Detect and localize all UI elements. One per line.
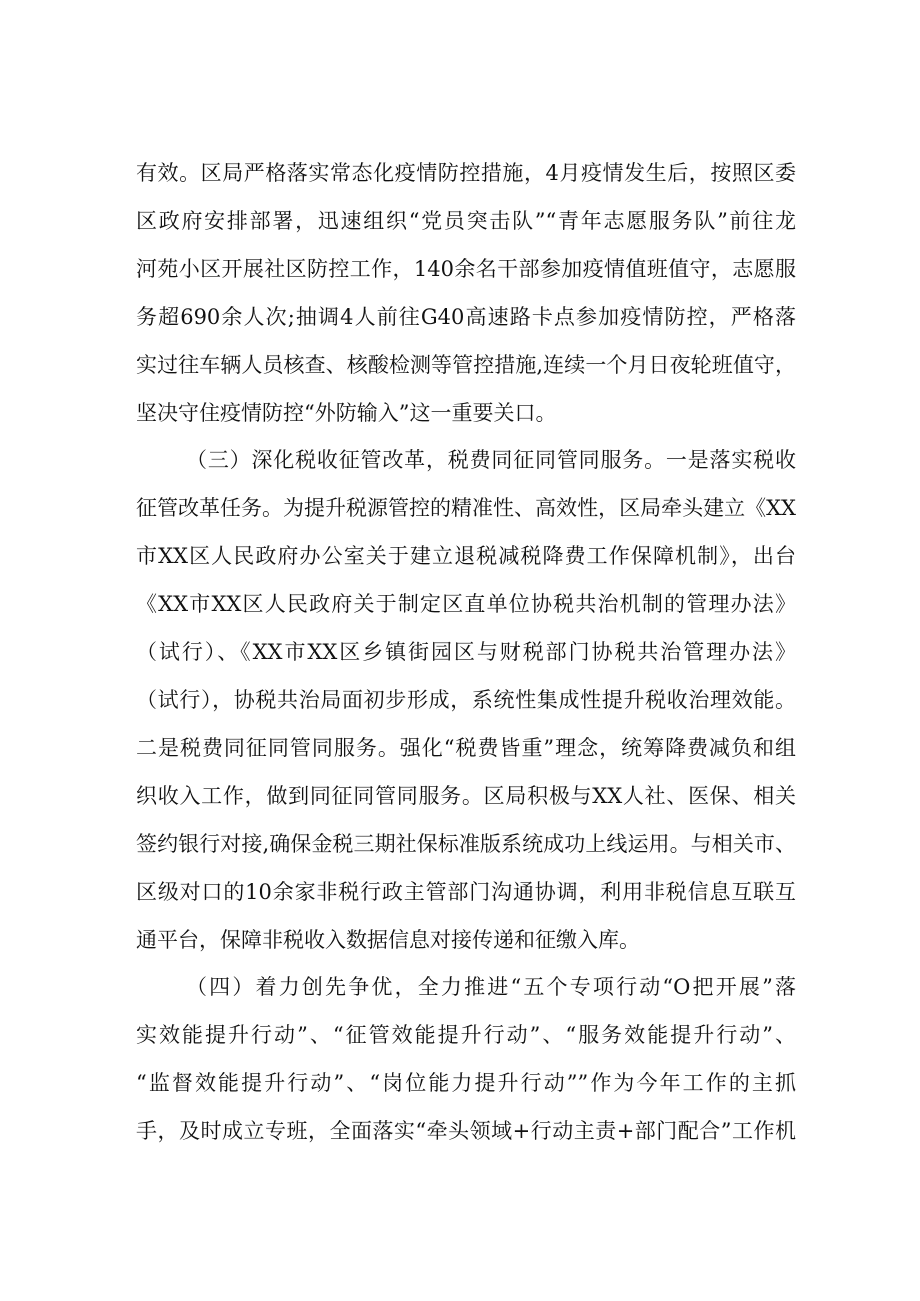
- paragraph-line: 《XX市XX区人民政府关于制定区直单位协税共治机制的管理办法》: [136, 592, 796, 616]
- paragraph-line: 通平台，保障非税收入数据信息对接传递和征缴入库。: [136, 928, 640, 952]
- paragraph-line: 实过往车辆人员核查、核酸检测等管控措施,连续一个月日夜轮班值守，: [136, 353, 796, 377]
- paragraph-line: 二是税费同征同管同服务。强化“税费皆重”理念，统筹降费减负和组: [136, 736, 796, 760]
- paragraph-line: （三）深化税收征管改革，税费同征同管同服务。一是落实税收: [186, 448, 796, 472]
- paragraph-line: 务超690余人次;抽调4人前往G40高速路卡点参加疫情防控，严格落: [136, 305, 796, 329]
- paragraph-line: 实效能提升行动”、“征管效能提升行动”、“服务效能提升行动”、: [136, 1023, 796, 1047]
- paragraph-line: 市XX区人民政府办公室关于建立退税减税降费工作保障机制》，出台: [136, 544, 796, 568]
- paragraph-line: 征管改革任务。为提升税源管控的精准性、高效性，区局牵头建立《XX: [136, 496, 796, 520]
- paragraph-line: 区政府安排部署，迅速组织“党员突击队”“青年志愿服务队”前往龙: [136, 209, 796, 233]
- paragraph-line: 有效。区局严格落实常态化疫情防控措施，4月疫情发生后，按照区委: [136, 161, 796, 185]
- paragraph-line: “监督效能提升行动”、“岗位能力提升行动””作为今年工作的主抓: [136, 1071, 796, 1095]
- paragraph-line: 手，及时成立专班，全面落实“牵头领域+行动主责+部门配合”工作机: [136, 1119, 796, 1143]
- paragraph-line: （四）着力创先争优，全力推进“五个专项行动“O把开展”落: [186, 975, 796, 999]
- paragraph-line: 织收入工作，做到同征同管同服务。区局积极与XX人社、医保、相关: [136, 784, 796, 808]
- paragraph-line: 河苑小区开展社区防控工作，140余名干部参加疫情值班值守，志愿服: [136, 257, 796, 281]
- paragraph-line: （试行）、《XX市XX区乡镇街园区与财税部门协税共治管理办法》: [136, 640, 796, 664]
- paragraph-line: （试行），协税共治局面初步形成，系统性集成性提升税收治理效能。: [136, 688, 796, 712]
- paragraph-line: 区级对口的10余家非税行政主管部门沟通协调，利用非税信息互联互: [136, 880, 796, 904]
- paragraph-line: 签约银行对接,确保金税三期社保标准版系统成功上线运用。与相关市、: [136, 832, 796, 856]
- paragraph-line: 坚决守住疫情防控“外防输入”这一重要关口。: [136, 401, 557, 425]
